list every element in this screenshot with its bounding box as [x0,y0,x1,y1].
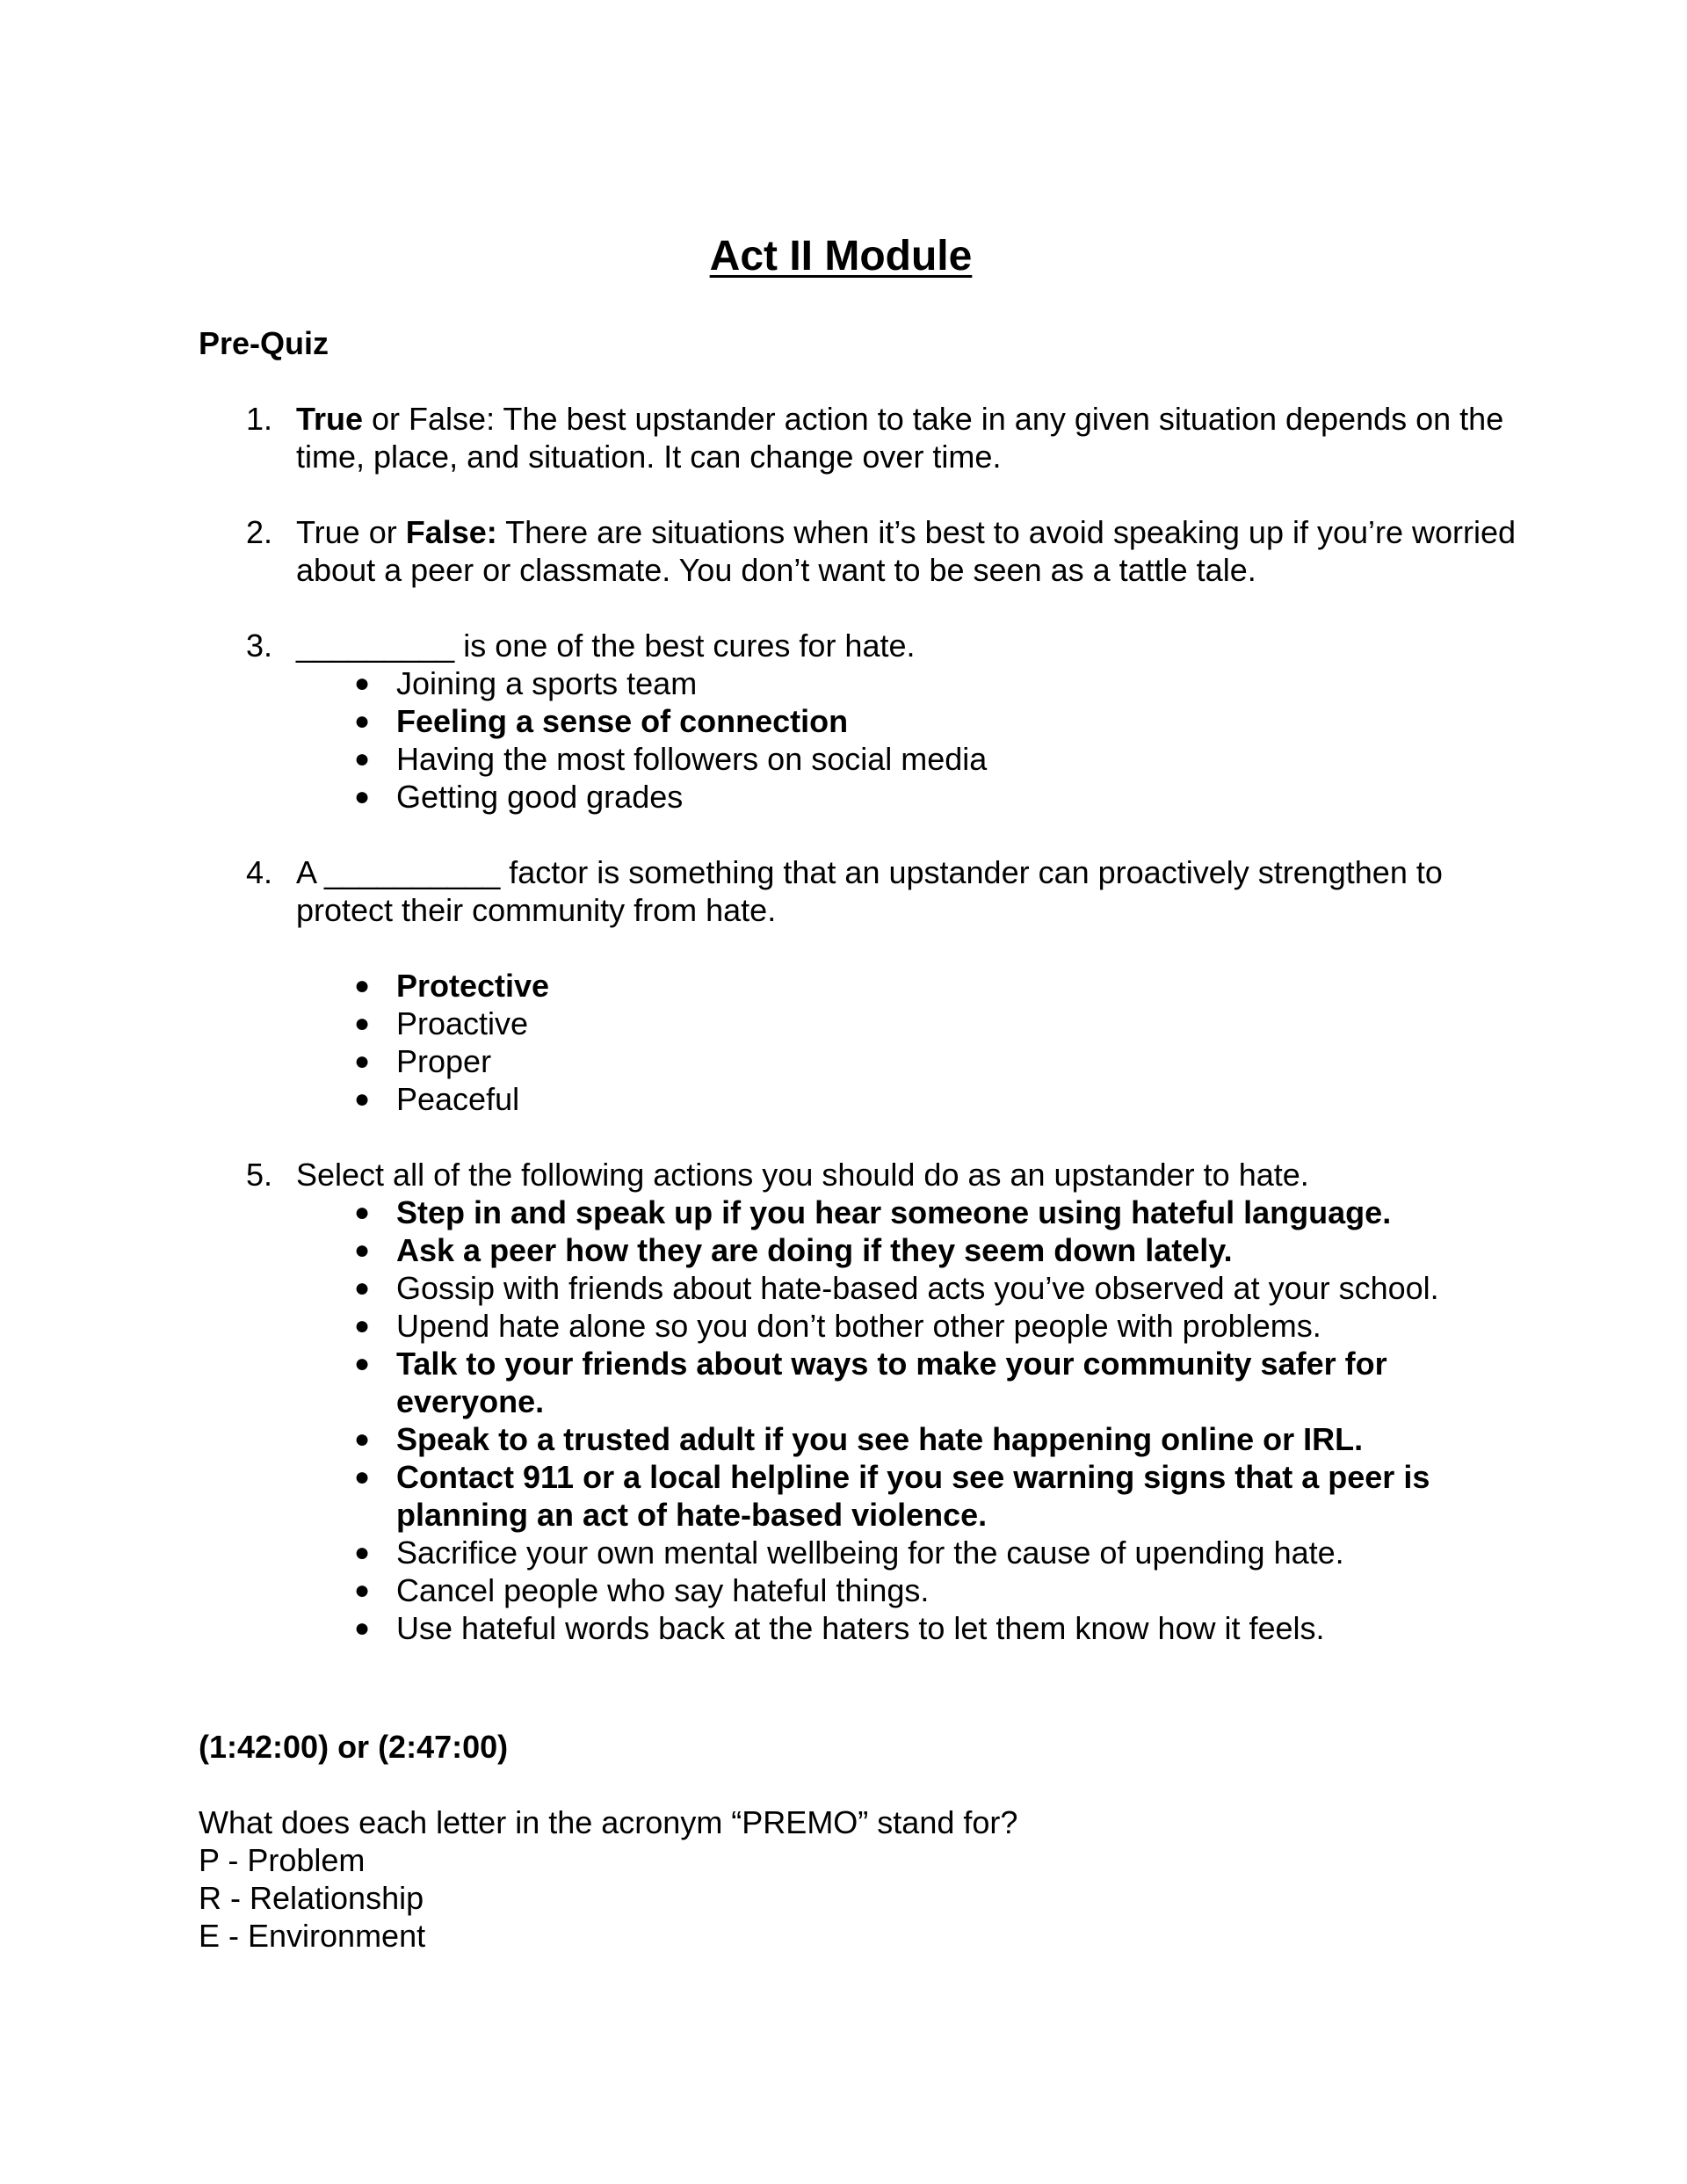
bullet-icon: ● [354,744,371,773]
question-number: 5. [246,1157,273,1193]
bullet-icon: ● [354,1085,371,1114]
quiz-question-5 [199,1156,1517,1647]
answer-option [295,1571,1517,1609]
bullet-icon: ● [354,1009,371,1038]
answer-options [296,1194,1517,1647]
answer-option-text: Sacrifice your own mental wellbeing for the cause of upending hate. [396,1535,1344,1571]
answer-option-text: Having the most followers on social media [396,741,988,777]
answer-option-text: Talk to your friends about ways to make your community safer for everyone. [396,1346,1387,1419]
quiz-question-4 [199,853,1517,1118]
question-answer-bold: True [296,401,364,437]
question-number: 2. [246,514,273,550]
answer-option-correct [295,1194,1517,1231]
question-text [296,400,1517,475]
question-text-part: _________ is one of the best cures for hate. [296,628,916,664]
premo-line-r: R - Relationship [199,1880,424,1916]
bullet-icon: ● [354,1462,371,1491]
quiz-question-2 [199,513,1517,589]
bullet-icon: ● [354,1198,371,1227]
premo-line-e: E - Environment [199,1918,426,1954]
question-number: 3. [246,628,273,664]
bullet-icon: ● [354,1425,371,1454]
bullet-icon: ● [354,1273,371,1302]
answer-option-text: Proper [396,1043,492,1079]
answer-option [295,1609,1517,1647]
question-text-part: or False: The best upstander action to take in any given situation depends on the time, place, and situation. It can change over time. [296,401,1504,475]
answer-option [295,740,1517,778]
bullet-icon: ● [354,782,371,811]
answer-option-text: Gossip with friends about hate-based acts you’ve observed at your school. [396,1270,1439,1306]
bullet-icon: ● [354,1236,371,1265]
bullet-icon: ● [354,669,371,698]
answer-option-text: Protective [396,968,550,1004]
answer-option-correct [295,967,1517,1005]
answer-option-text: Proactive [396,1005,529,1041]
bullet-icon: ● [354,1047,371,1076]
answer-options [296,664,1517,816]
premo-question: What does each letter in the acronym “PREMO” stand for? [199,1804,1018,1840]
bullet-icon: ● [354,1349,371,1378]
answer-option-correct [295,1420,1517,1458]
quiz-question-3 [199,627,1517,816]
bullet-icon: ● [354,1538,371,1567]
bullet-icon: ● [354,707,371,736]
answer-option [295,778,1517,816]
answer-option-text: Cancel people who say hateful things. [396,1572,930,1608]
question-text [296,513,1517,589]
answer-option-correct [295,702,1517,740]
answer-option-text: Contact 911 or a local helpline if you see warning signs that a peer is planning an act of hate-based violence. [396,1459,1430,1533]
question-text-part: Select all of the following actions you should do as an upstander to hate. [296,1157,1309,1193]
bullet-icon: ● [354,971,371,1000]
question-text [296,1156,1517,1194]
quiz-question-1 [199,400,1517,475]
question-text-part: A __________ factor is something that an upstander can proactively strengthen to protect their community from hate. [296,854,1443,928]
page-title: Act II Module [709,233,973,279]
answer-option-text: Feeling a sense of connection [396,703,849,739]
question-number: 1. [246,401,273,437]
premo-line-p: P - Problem [199,1842,366,1878]
answer-option-correct [295,1231,1517,1269]
bullet-icon: ● [354,1614,371,1643]
answer-option-text: Joining a sports team [396,665,698,701]
answer-option-text: Upend hate alone so you don’t bother other people with problems. [396,1308,1321,1344]
question-answer-bold: False: [405,514,497,550]
answer-option-correct [295,1345,1517,1420]
answer-option-text: Peaceful [396,1081,520,1117]
answer-option-text: Ask a peer how they are doing if they seem down lately. [396,1232,1233,1268]
answer-option-text: Getting good grades [396,779,684,815]
answer-option [295,664,1517,702]
answer-option [295,1080,1517,1118]
question-text [296,853,1517,929]
bullet-icon: ● [354,1311,371,1340]
question-text-part: True or [296,514,406,550]
premo-section [199,1803,1017,1955]
question-number: 4. [246,854,273,890]
section-heading: Pre-Quiz [199,325,329,361]
answer-option-text: Use hateful words back at the haters to let them know how it feels. [396,1610,1325,1646]
answer-option-text: Speak to a trusted adult if you see hate happening online or IRL. [396,1421,1364,1457]
answer-option [295,1042,1517,1080]
answer-options [296,967,1517,1118]
answer-option [295,1269,1517,1307]
timestamp-text: (1:42:00) or (2:47:00) [199,1729,509,1765]
question-text [296,627,1517,664]
answer-option [295,1534,1517,1571]
answer-option-correct [295,1458,1517,1534]
bullet-icon: ● [354,1576,371,1605]
answer-option-text: Step in and speak up if you hear someone using hateful language. [396,1194,1392,1230]
quiz-list [199,400,1517,1685]
question-text-part: There are situations when it’s best to avoid speaking up if you’re worried about a peer or classmate. You don’t want to be seen as a tattle tale. [296,514,1517,588]
answer-option [295,1005,1517,1042]
answer-option [295,1307,1517,1345]
